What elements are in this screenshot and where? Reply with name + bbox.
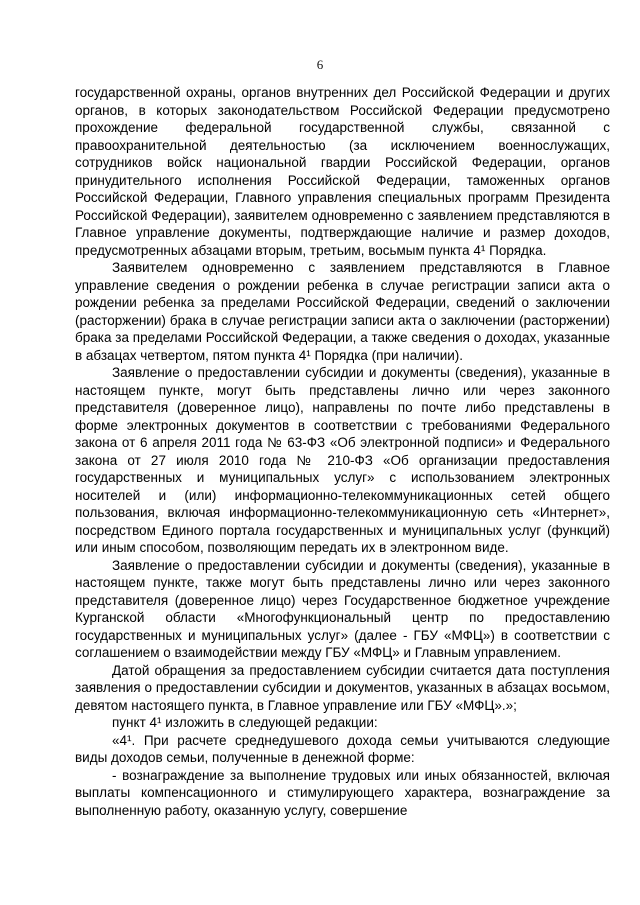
paragraph-1: государственной охраны, органов внутренних дел Российской Федерации и других органов, в которых законодательством Российской Федерации предусмотрено прохождение федеральной государственной службы, связанной с правоохранительной деятельностью (за исключением военнослужащих, сотрудников войск национальной гвардии Российской Федерации, органов принудительного исполнения Российской Федерации, таможенных органов Российской Федерации, Главного управления специальных программ Президента Российской Федерации), заявителем одновременно с заявлением представляются в Главное управление документы, подтверждающие наличие и размер доходов, предусмотренных абзацами вторым, третьим, восьмым пункта 4¹ Порядка. <box>75 85 610 258</box>
paragraph-2: Заявителем одновременно с заявлением представляются в Главное управление сведения о рождении ребенка в случае регистрации записи акта о рождении ребенка за пределами Российской Федерации, сведений о заключении (расторжении) брака в случае регистрации записи акта о заключении (расторжении) брака за пределами Российской Федерации, а также сведения о доходах, указанные в абзацах четвертом, пятом пункта 4¹ Порядка (при наличии). <box>75 260 610 363</box>
document-body <box>75 84 610 819</box>
paragraph-7: «4¹. При расчете среднедушевого дохода семьи учитываются следующие виды доходов семьи, полученные в денежной форме: <box>75 732 610 765</box>
paragraph-8: - вознаграждение за выполнение трудовых или иных обязанностей, включая выплаты компенсационного и стимулирующего характера, вознаграждение за выполненную работу, оказанную услугу, совершение <box>75 767 610 818</box>
page-number: 6 <box>316 57 324 72</box>
paragraph-5: Датой обращения за предоставлением субсидии считается дата поступления заявления о предоставлении субсидии и документов, указанных в абзацах восьмом, девятом настоящего пункта, в Главное управление или ГБУ «МФЦ».»; <box>75 662 610 713</box>
paragraph-6: пункт 4¹ изложить в следующей редакции: <box>112 715 378 730</box>
paragraph-3: Заявление о предоставлении субсидии и документы (сведения), указанные в настоящем пункте, могут быть представлены лично или через законного представителя (доверенное лицо), направлены по почте либо представлены в форме электронных документов в соответствии с требованиями Федерального закона от 6 апреля 2011 года № 63-ФЗ «Об электронной подписи» и Федерального закона от 27 июля 2010 года № 210-ФЗ «Об организации предоставления государственных и муниципальных услуг» с использованием электронных носителей и (или) информационно-телекоммуникационных сетей общего пользования, включая информационно-телекоммуникационную сеть «Интернет», посредством Единого портала государственных и муниципальных услуг (функций) или иным способом, позволяющим передать их в электронном виде. <box>75 365 610 555</box>
paragraph-4: Заявление о предоставлении субсидии и документы (сведения), указанные в настоящем пункте, также могут быть представлены лично или через законного представителя (доверенное лицо) через Государственное бюджетное учреждение Курганской области «Многофункциональный центр по предоставлению государственных и муниципальных услуг» (далее - ГБУ «МФЦ») в соответствии с соглашением о взаимодействии между ГБУ «МФЦ» и Главным управлением. <box>75 557 610 660</box>
